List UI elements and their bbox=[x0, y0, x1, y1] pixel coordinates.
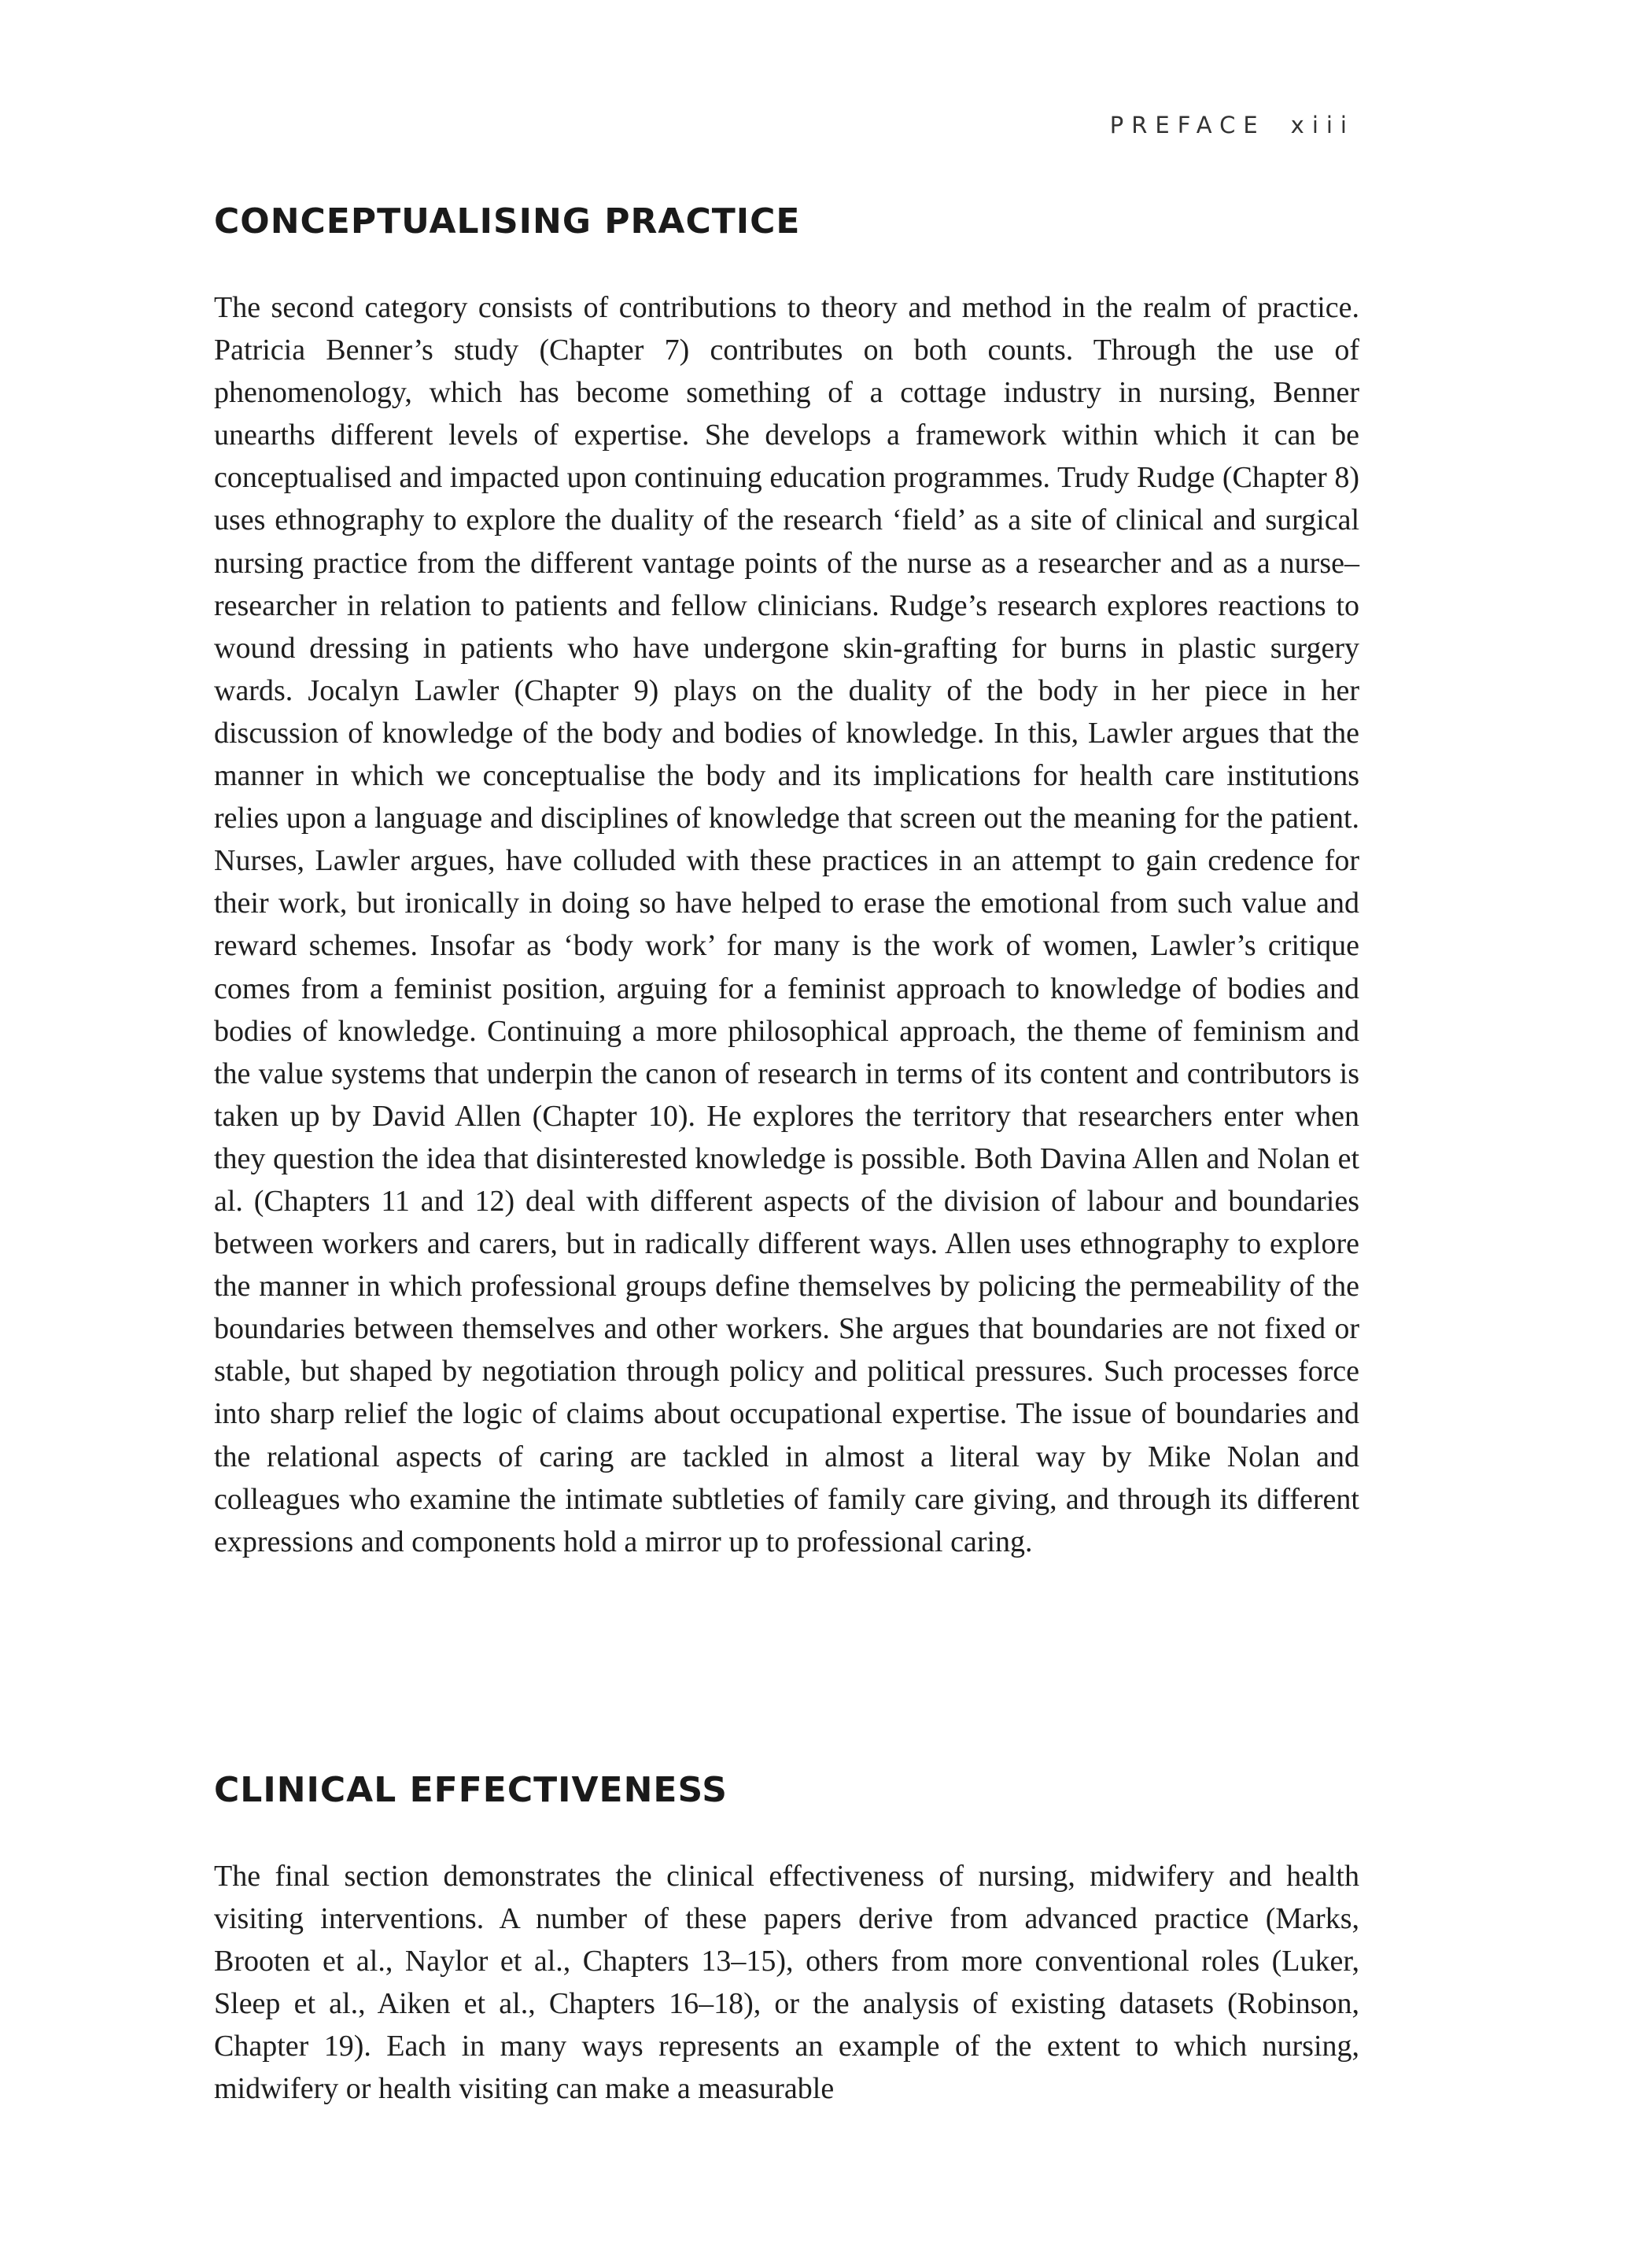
page-number: xiii bbox=[1290, 112, 1355, 138]
section-body-clinical-effectiveness: The final section demonstrates the clinical effectiveness of nursing, midwifery and health visiting interventions. A number of these papers derive from advanced practice (Marks, Brooten et al., Naylor et al., Chapters 13–15), others from more conventional roles (Luker, Sleep et al., Aiken et al., Chapters 16–18), or the analysis of existing datasets (Robinson, Chapter 19). Each in many ways represents an example of the extent to which nursing, midwifery or health visiting can make a measurable bbox=[214, 1860, 1359, 2106]
running-head bbox=[1110, 112, 1355, 138]
running-head-section: PREFACE bbox=[1109, 112, 1266, 138]
section-heading-clinical-effectiveness: CLINICAL EFFECTIVENESS bbox=[214, 1770, 728, 1810]
section-heading-conceptualising-practice: CONCEPTUALISING PRACTICE bbox=[214, 201, 801, 242]
section-body-conceptualising-practice: The second category consists of contributions to theory and method in the realm of practice. Patricia Benner’s study (Chapter 7) contributes on both counts. Through the use of phenomenology, which has become something of a cottage industry in nursing, Benner unearths different levels of expertise. She develops a framework within which it can be conceptualised and impacted upon continuing education programmes. Trudy Rudge (Chapter 8) uses ethnography to explore the duality of the research ‘field’ as a site of clinical and surgical nursing practice from the different vantage points of the nurse as a researcher and as a nurse–researcher in relation to patients and fellow clinicians. Rudge’s research explores reactions to wound dressing in patients who have undergone skin-grafting for burns in plastic surgery wards. Jocalyn Lawler (Chapter 9) plays on the duality of the body in her piece in her discussion of knowledge of the body and bodies of knowledge. In this, Lawler argues that the manner in which we conceptualise the body and its implications for health care institutions relies upon a language and disciplines of knowledge that screen out the meaning for the patient. Nurses, Lawler argues, have colluded with these practices in an attempt to gain credence for their work, but ironically in doing so have helped to erase the emotional from such value and reward schemes. Insofar as ‘body work’ for many is the work of women, Lawler’s critique comes from a feminist position, arguing for a feminist approach to knowledge of bodies and bodies of knowledge. Continuing a more philosophical approach, the theme of feminism and the value systems that underpin the canon of research in terms of its content and contributors is taken up by David Allen (Chapter 10). He explores the territory that researchers enter when they question the idea that disinterested knowledge is possible. Both Davina Allen and Nolan et al. (Chapters 11 and 12) deal with different aspects of the division of labour and boundaries between workers and carers, but in radically different ways. Allen uses ethnography to explore the manner in which professional groups define themselves by policing the permeability of the boundaries between themselves and other workers. She argues that boundaries are not fixed or stable, but shaped by negotiation through policy and political pressures. Such processes force into sharp relief the logic of claims about occupational expertise. The issue of boundaries and the relational aspects of caring are tackled in almost a literal way by Mike Nolan and colleagues who examine the intimate subtleties of family care giving, and through its different expressions and components hold a mirror up to professional caring. bbox=[214, 291, 1359, 1558]
